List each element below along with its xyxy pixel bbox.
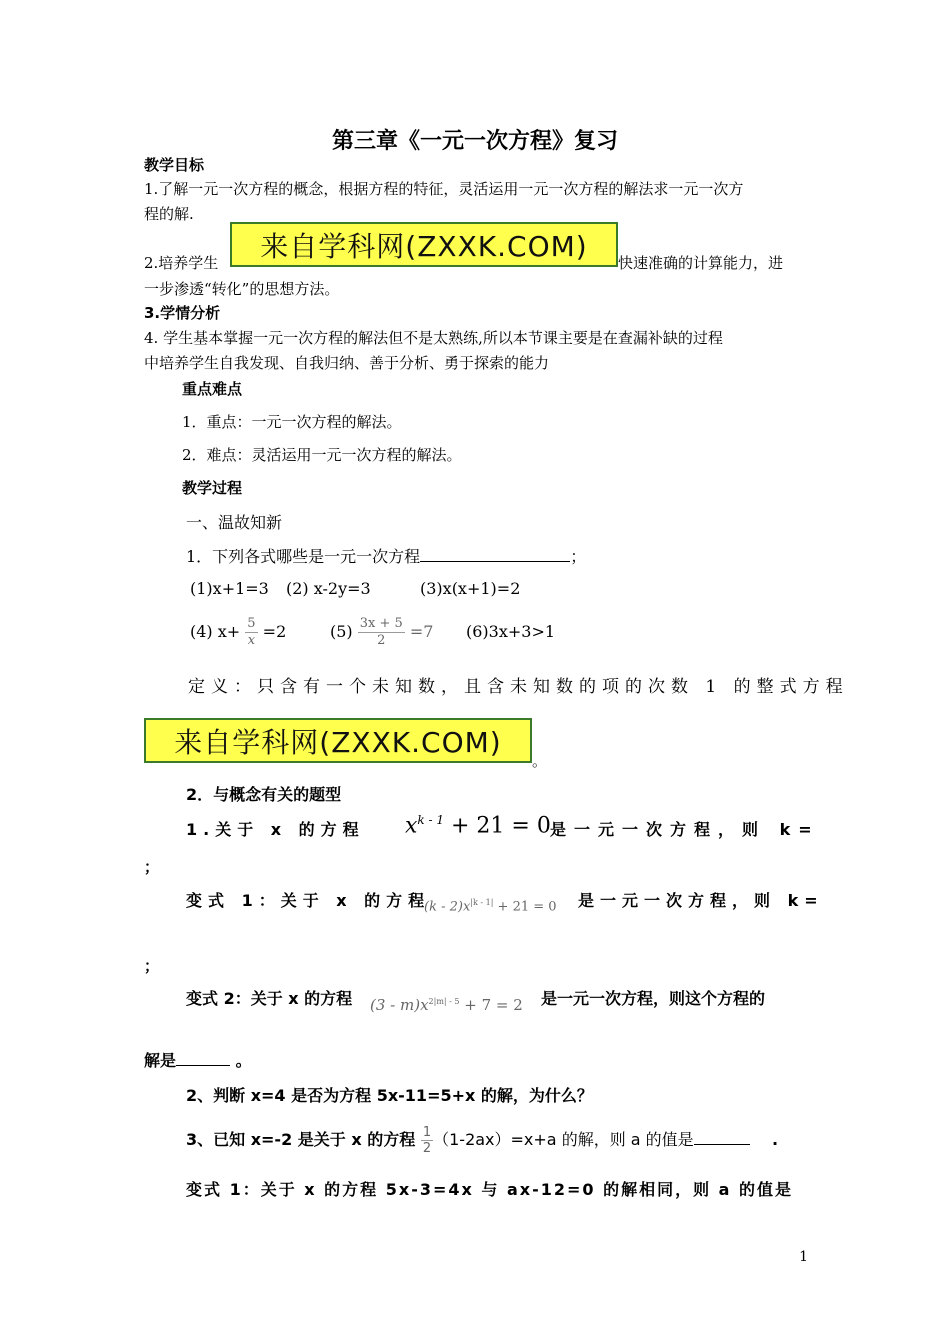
variant-2-answer-label: 解是 <box>144 1051 177 1070</box>
question-1 <box>186 544 586 567</box>
variant-2-exponent: 2|m| - 5 <box>428 997 460 1006</box>
equation-4-numerator: 5 <box>247 616 256 631</box>
equation-2: (2) x-2y=3 <box>286 579 371 598</box>
analysis-heading: 3.学情分析 <box>144 304 221 322</box>
equation-5-denominator: 2 <box>358 632 405 649</box>
variant-2-prefix: 变式 2：关于 x 的方程 <box>186 989 353 1008</box>
equation-5-fraction <box>358 616 405 649</box>
question-3-suffix: （1-2ax）=x+a 的解，则 a 的值是 <box>433 1130 694 1149</box>
key-heading: 重点难点 <box>182 380 243 398</box>
goal1-line2: 程的解. <box>144 205 194 223</box>
document-title: 第三章《一元一次方程》复习 <box>331 129 618 154</box>
variant-1-rest: + 21 = 0 <box>493 899 557 915</box>
type-1-end: ； <box>144 858 160 876</box>
key-point-2: 2．难点：灵活运用一元一次方程的解法。 <box>182 446 462 464</box>
question-3-end: . <box>771 1130 779 1149</box>
type-1-suffix: 是一元一次方程，则 k= <box>550 820 820 839</box>
equation-5 <box>330 612 433 656</box>
equation-5-tail: =7 <box>409 622 434 641</box>
goals-heading: 教学目标 <box>144 156 205 174</box>
variant-1-prefix: 变式 1：关于 x 的方程 <box>186 891 431 910</box>
question-3-fraction <box>421 1125 433 1156</box>
variant-1-exponent: |k - 1| <box>470 898 494 907</box>
question-3-prefix: 3、已知 x=-2 是关于 x 的方程 <box>186 1130 416 1149</box>
variant-1-formula <box>424 898 557 914</box>
page-number: 1 <box>799 1249 808 1265</box>
variant-2-line2 <box>144 1048 252 1071</box>
definition-text: 定义：只含有一个未知数，且含未知数的项的次数 1 的整式方程 <box>188 677 849 697</box>
variant-1-base: (k - 2)x <box>424 899 471 915</box>
equation-4-tail: =2 <box>262 622 287 641</box>
type-1-formula <box>405 813 551 838</box>
equation-3: (3)x(x+1)=2 <box>420 579 521 598</box>
equation-4-fraction <box>245 616 257 649</box>
question-2: 2、判断 x=4 是否为方程 5x-11=5+x 的解，为什么？ <box>186 1086 593 1105</box>
analysis-line2: 中培养学生自我发现、自我归纳、善于分析、勇于探索的能力 <box>144 354 550 372</box>
equation-5-numerator: 3x + 5 <box>359 616 403 631</box>
equation-1: (1)x+1=3 <box>190 579 269 598</box>
question-3 <box>186 1120 778 1160</box>
variant-2-formula <box>370 996 523 1014</box>
question-3-answer-blank[interactable] <box>694 1128 750 1145</box>
variant-2-suffix: 是一元一次方程，则这个方程的 <box>541 989 766 1008</box>
review-heading: 一、温故知新 <box>186 513 283 532</box>
question-3-numerator: 1 <box>422 1125 432 1140</box>
goal2-suffix: 快速准确的计算能力，进 <box>618 254 784 272</box>
equation-6: (6)3x+3>1 <box>466 622 556 641</box>
goal2-line2: 一步渗透“转化”的思想方法。 <box>144 280 340 298</box>
definition-end: 。 <box>532 752 548 770</box>
goal2-prefix: 2.培养学生 <box>144 254 219 272</box>
type-1-variable: x <box>405 813 418 839</box>
watermark-banner-2: 来自学科网(ZXXK.COM) <box>144 718 532 763</box>
question-1-end: ； <box>570 547 587 566</box>
variant-2-rest: + 7 = 2 <box>459 996 523 1014</box>
analysis-line1: 4. 学生基本掌握一元一次方程的解法但不是太熟练,所以本节课主要是在查漏补缺的过程 <box>144 329 723 347</box>
variant-3: 变式 1：关于 x 的方程 5x-3=4x 与 ax-12=0 的解相同，则 a 的值是 <box>186 1180 794 1199</box>
types-heading: 2．与概念有关的题型 <box>186 785 342 804</box>
type-1-rest: + 21 = 0 <box>444 813 551 839</box>
question-3-denominator: 2 <box>422 1141 432 1156</box>
variant-2-answer-blank[interactable] <box>176 1049 230 1066</box>
type-1-exponent: k - 1 <box>417 813 445 827</box>
variant-1-suffix: 是一元一次方程，则 k= <box>578 891 824 910</box>
variant-1-end: ； <box>144 957 160 975</box>
goal1-line1: 1.了解一元一次方程的概念，根据方程的特征，灵活运用一元一次方程的解法求一元一次方 <box>144 180 744 198</box>
key-point-1: 1．重点：一元一次方程的解法。 <box>182 413 402 431</box>
process-heading: 教学过程 <box>182 479 243 497</box>
equation-4-label: (4) x+ <box>190 622 241 641</box>
type-1-prefix: 1.关于 x 的方程 <box>186 820 365 839</box>
answer-blank[interactable] <box>420 545 570 562</box>
watermark-banner: 来自学科网(ZXXK.COM) <box>230 222 618 267</box>
question-1-text: 1．下列各式哪些是一元一次方程 <box>186 547 421 566</box>
equation-4-denominator: x <box>245 632 257 649</box>
equation-5-label: (5) <box>330 622 353 641</box>
variant-2-end: 。 <box>235 1051 252 1070</box>
equation-4 <box>190 612 286 656</box>
variant-2-base: (3 - m)x <box>370 996 429 1014</box>
